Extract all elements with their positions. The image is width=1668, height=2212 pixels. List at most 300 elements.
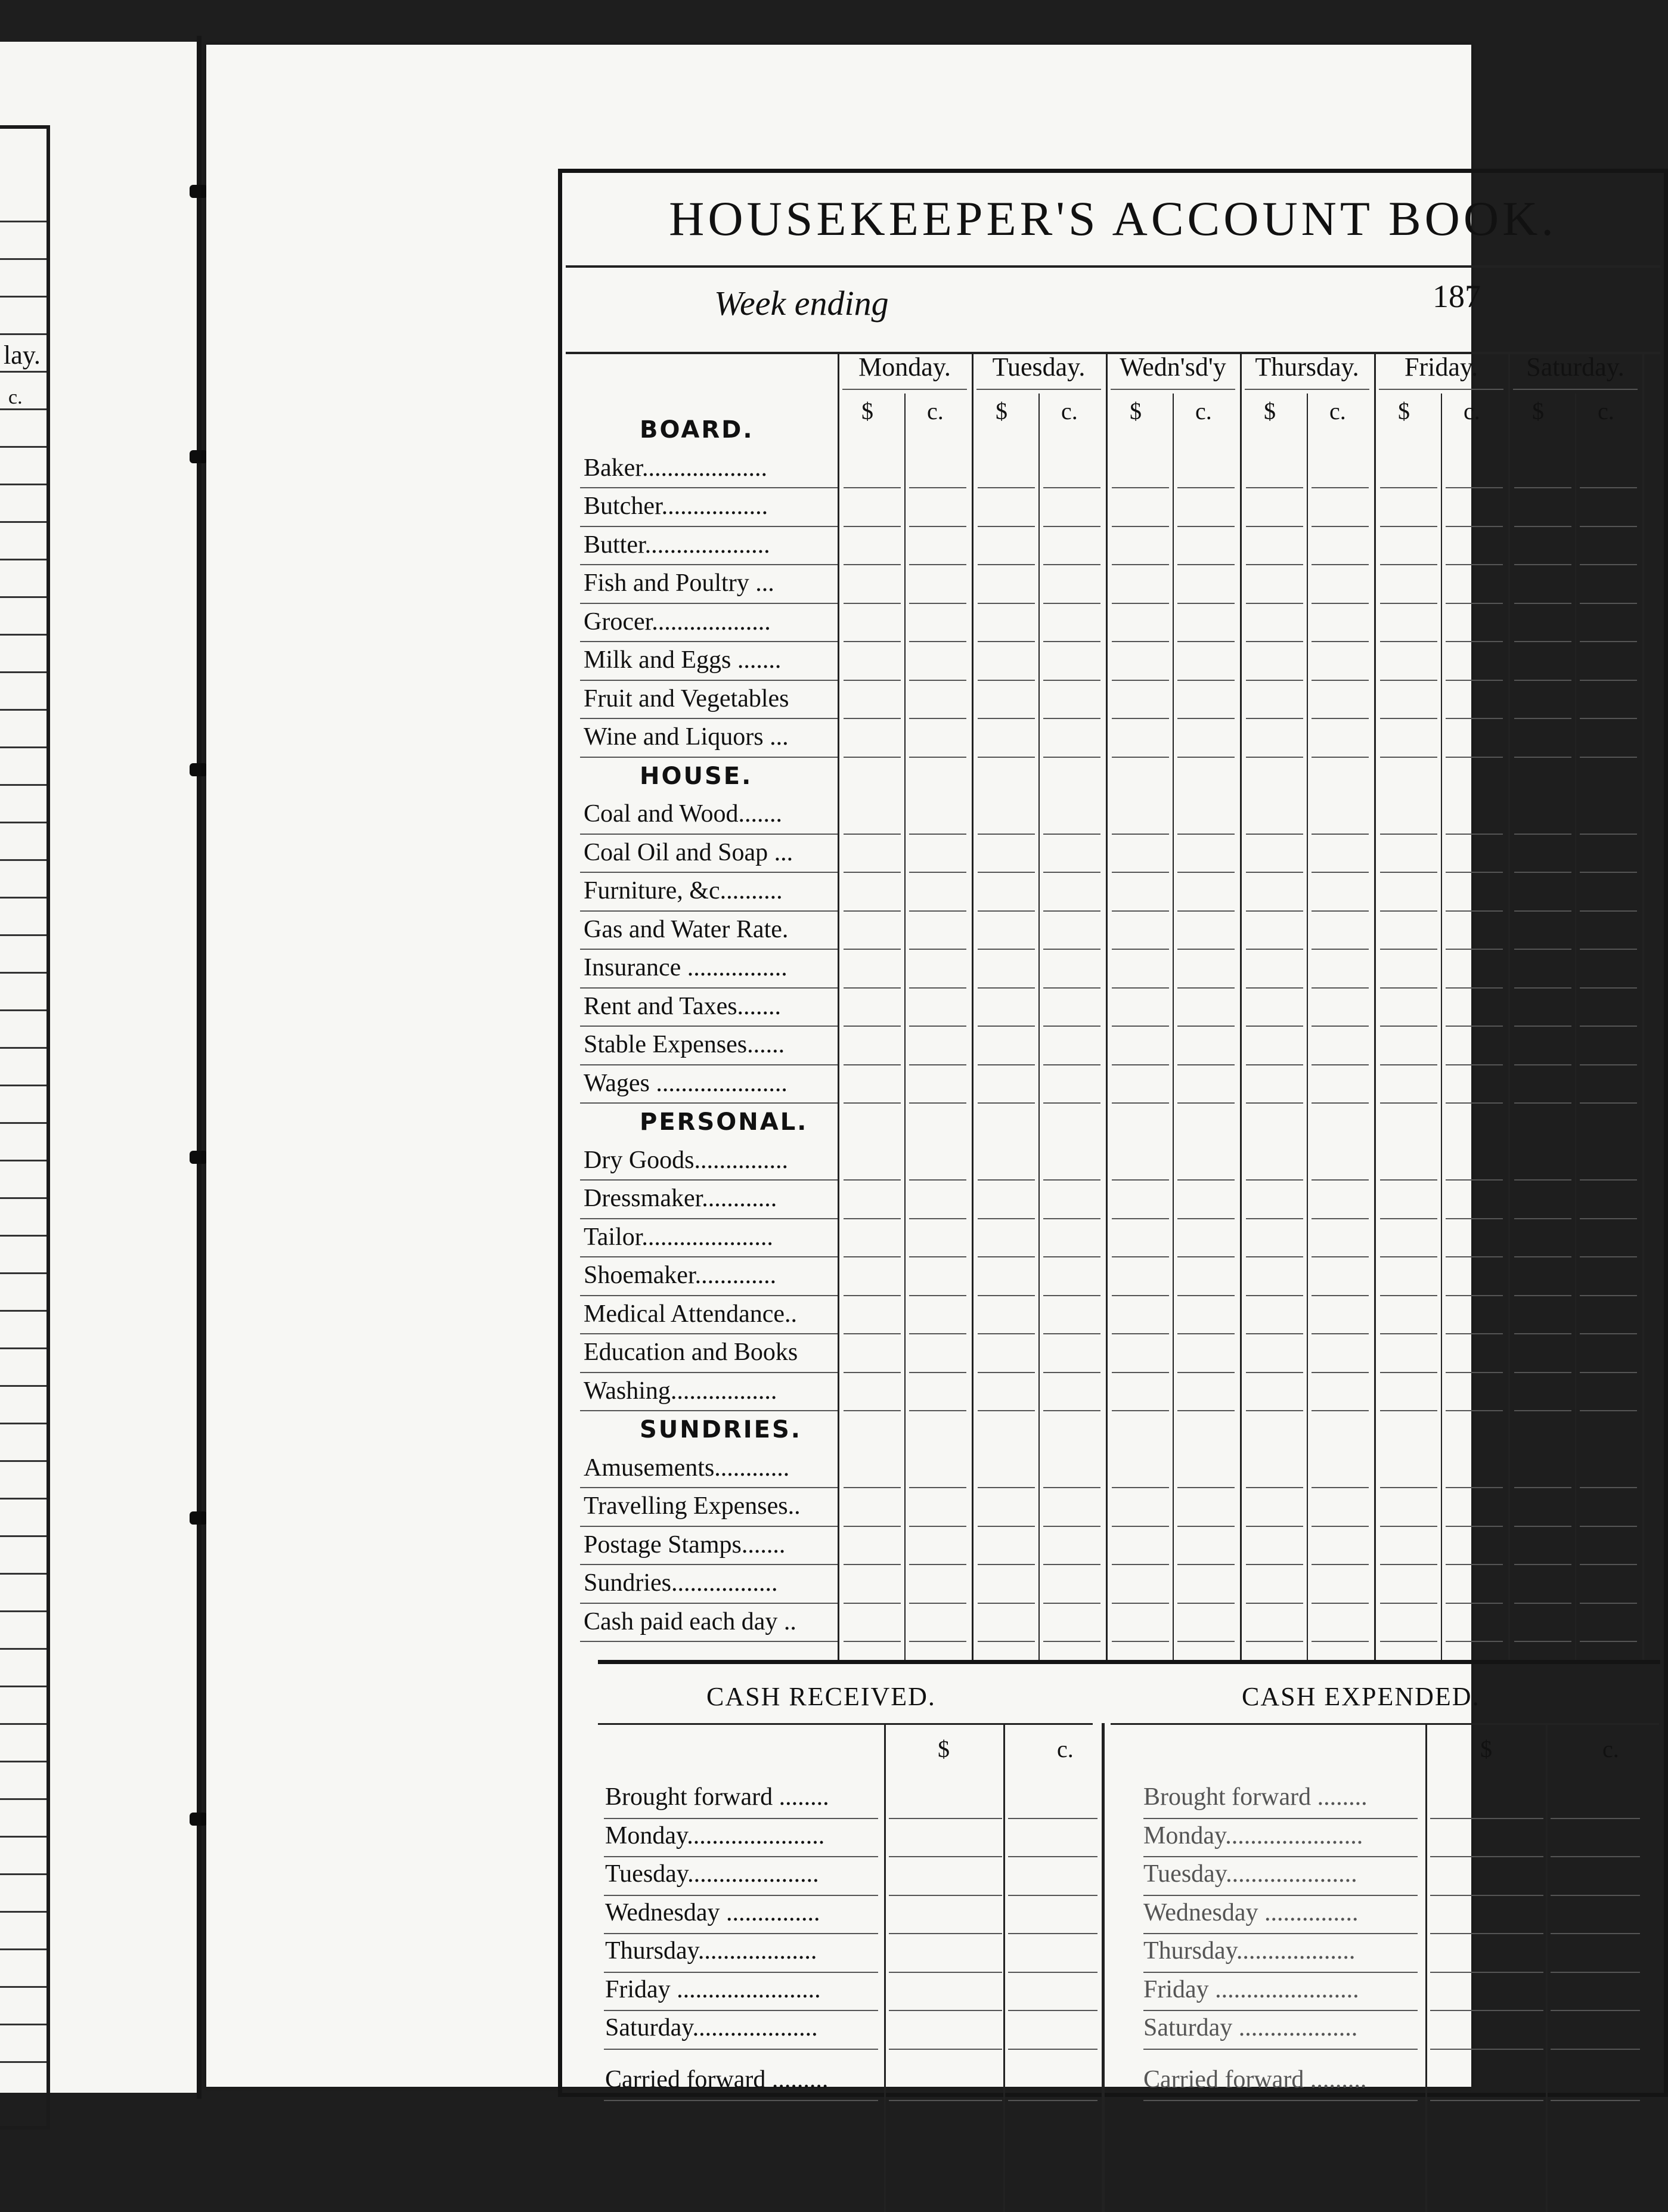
entry-cell-rule (1514, 1256, 1571, 1257)
entry-cell-rule (1043, 641, 1100, 642)
entry-cell-rule (1246, 526, 1303, 527)
entry-cell-rule (1112, 757, 1169, 758)
day-header-rule (1513, 389, 1638, 390)
entry-cell-rule (1446, 949, 1503, 950)
cash-expended-heading: CASH EXPENDED. (1242, 1682, 1480, 1711)
entry-cell-rule (1177, 1526, 1235, 1527)
left-page-rule (0, 1347, 46, 1349)
entry-cell-rule (1380, 1026, 1437, 1027)
cash-row-rule (1430, 1818, 1543, 1819)
cents-marker: c. (1329, 398, 1346, 425)
item-rule (580, 1026, 838, 1027)
left-page-rule (0, 1085, 46, 1086)
entry-cell-rule (844, 1026, 901, 1027)
entry-cell-rule (909, 1026, 966, 1027)
left-page-rule (0, 1460, 46, 1462)
entry-cell-rule (1177, 1564, 1235, 1565)
expense-item: Coal and Wood....... (584, 800, 782, 828)
entry-cell-rule (844, 1372, 901, 1373)
item-rule (580, 987, 838, 989)
cash-header-rule (598, 1723, 1093, 1725)
left-page-rule (0, 1535, 46, 1537)
stitch-mark (190, 1511, 207, 1525)
entry-cell-rule (1312, 1256, 1369, 1257)
item-rule (580, 1179, 838, 1181)
entry-cell-rule (1246, 718, 1303, 719)
item-rule (580, 1256, 838, 1257)
cash-row-rule (1008, 1933, 1097, 1934)
entry-cell-rule (1043, 526, 1100, 527)
left-page-rule (0, 1723, 46, 1725)
entry-cell-rule (1446, 1064, 1503, 1065)
expense-item: Coal Oil and Soap ... (584, 838, 793, 866)
entry-cell-rule (1043, 834, 1100, 835)
entry-cell-rule (1312, 1487, 1369, 1488)
day-header-rule (1111, 389, 1235, 390)
entry-cell-rule (1112, 1372, 1169, 1373)
entry-cell-rule (1246, 1487, 1303, 1488)
entry-cell-rule (844, 1295, 901, 1296)
cash-row-rule (1143, 1972, 1418, 1973)
left-page-rule (0, 1122, 46, 1124)
entry-cell-rule (1112, 1064, 1169, 1065)
entry-cell-rule (1246, 1102, 1303, 1104)
cash-row-rule (1008, 2100, 1097, 2101)
day-column-rule (1240, 352, 1242, 1660)
entry-cell-rule (1112, 603, 1169, 604)
entry-cell-rule (1043, 910, 1100, 912)
cash-row-rule (1008, 1818, 1097, 1819)
cash-row-rule (1143, 2010, 1418, 2011)
entry-cell-rule (978, 834, 1035, 835)
cash-row-rule (1008, 2049, 1097, 2050)
entry-cell-rule (1043, 757, 1100, 758)
item-rule (580, 1064, 838, 1065)
entry-cell-rule (1446, 1603, 1503, 1604)
entry-cell-rule (909, 1372, 966, 1373)
day-header-6: Saturday. (1526, 352, 1624, 382)
entry-cell-rule (1446, 1641, 1503, 1642)
entry-cell-rule (978, 1102, 1035, 1104)
entry-cell-rule (909, 1256, 966, 1257)
cash-row-rule (604, 1972, 878, 1973)
expense-item: Butcher................. (584, 492, 768, 520)
entry-cell-rule (1043, 1179, 1100, 1181)
cash-row-rule (889, 2010, 1002, 2011)
entry-cell-rule (1112, 487, 1169, 488)
entry-cell-rule (1446, 1256, 1503, 1257)
entry-cell-rule (1580, 1372, 1637, 1373)
entry-cell-rule (1380, 603, 1437, 604)
entry-cell-rule (1312, 1564, 1369, 1565)
entry-cell-rule (1043, 603, 1100, 604)
entry-cell-rule (1446, 1410, 1503, 1411)
entry-cell-rule (978, 1487, 1035, 1488)
entry-cell-rule (1246, 949, 1303, 950)
entry-cell-rule (1246, 564, 1303, 565)
entry-cell-rule (1177, 872, 1235, 873)
cash-row-rule (1430, 1933, 1543, 1934)
entry-cell-rule (1380, 718, 1437, 719)
entry-cell-rule (1312, 834, 1369, 835)
cash-row-rule (604, 1856, 878, 1857)
entry-cell-rule (1580, 487, 1637, 488)
left-page-rule (0, 596, 46, 598)
entry-cell-rule (844, 910, 901, 912)
entry-cell-rule (909, 757, 966, 758)
entry-cell-rule (909, 526, 966, 527)
entry-cell-rule (1312, 910, 1369, 912)
cash-column-rule (884, 1723, 886, 2212)
expense-item: Milk and Eggs ....... (584, 646, 782, 674)
day-column-rule (1106, 352, 1108, 1660)
entry-cell-rule (1446, 526, 1503, 527)
left-page-rule (0, 408, 46, 410)
account-page (206, 45, 1624, 2093)
expense-item: Butter.................... (584, 531, 770, 559)
entry-cell-rule (1043, 564, 1100, 565)
entry-cell-rule (844, 1218, 901, 1219)
entry-cell-rule (1112, 718, 1169, 719)
expense-item: Stable Expenses...... (584, 1031, 785, 1058)
cents-marker: c. (927, 398, 944, 425)
left-page-rule (0, 1648, 46, 1650)
cash-row-rule (889, 1933, 1002, 1934)
entry-cell-rule (1514, 834, 1571, 835)
entry-cell-rule (1312, 1372, 1369, 1373)
cents-column-rule (904, 394, 906, 1660)
entry-cell-rule (1580, 680, 1637, 681)
cash-row-rule (1143, 2049, 1418, 2050)
entry-cell-rule (1380, 1372, 1437, 1373)
entry-cell-rule (1112, 987, 1169, 989)
cash-row-rule (1143, 1933, 1418, 1934)
entry-cell-rule (1446, 987, 1503, 989)
item-rule (580, 949, 838, 950)
entry-cell-rule (1380, 641, 1437, 642)
entry-cell-rule (1446, 1564, 1503, 1565)
entry-cell-rule (1446, 1102, 1503, 1104)
entry-cell-rule (1446, 487, 1503, 488)
entry-cell-rule (1580, 1026, 1637, 1027)
entry-cell-rule (1112, 1526, 1169, 1527)
entry-cell-rule (909, 564, 966, 565)
entry-cell-rule (1177, 1295, 1235, 1296)
book-spine (197, 36, 201, 2099)
left-page-rule (0, 1272, 46, 1274)
cash-section-divider (598, 1660, 1660, 1664)
entry-cell-rule (844, 564, 901, 565)
entry-cell-rule (1380, 487, 1437, 488)
cash-row-rule (1008, 1972, 1097, 1973)
cash-row-label: Saturday.................... (605, 2014, 818, 2041)
entry-cell-rule (1580, 641, 1637, 642)
expense-item: Dressmaker............ (584, 1185, 777, 1212)
entry-cell-rule (1580, 987, 1637, 989)
stitch-mark (190, 185, 207, 198)
entry-cell-rule (978, 1295, 1035, 1296)
entry-cell-rule (1514, 526, 1571, 527)
entry-cell-rule (1446, 564, 1503, 565)
day-header-rule (1379, 389, 1503, 390)
entry-cell-rule (1112, 910, 1169, 912)
cash-row-label: Carried forward ......... (1143, 2065, 1367, 2093)
entry-cell-rule (1580, 1333, 1637, 1334)
entry-cell-rule (1043, 1102, 1100, 1104)
entry-cell-rule (1514, 1102, 1571, 1104)
entry-cell-rule (1312, 1603, 1369, 1604)
left-page-rule (0, 1009, 46, 1011)
entry-cell-rule (978, 1179, 1035, 1181)
cash-row-rule (1143, 2100, 1418, 2101)
entry-cell-rule (844, 526, 901, 527)
cash-row-rule (1143, 1818, 1418, 1819)
entry-cell-rule (1580, 834, 1637, 835)
cash-row-rule (1143, 1856, 1418, 1857)
entry-cell-rule (1380, 1487, 1437, 1488)
entry-cell-rule (1177, 1410, 1235, 1411)
entry-cell-rule (1380, 1564, 1437, 1565)
cash-row-label: Thursday................... (1143, 1937, 1356, 1965)
entry-cell-rule (909, 910, 966, 912)
item-rule (580, 1102, 838, 1104)
entry-cell-rule (1312, 564, 1369, 565)
cash-row-rule (889, 1856, 1002, 1857)
ledger-frame (558, 169, 1668, 2097)
day-header-3: Wedn'sd'y (1120, 352, 1226, 382)
entry-cell-rule (1112, 680, 1169, 681)
entry-cell-rule (1177, 1372, 1235, 1373)
entry-cell-rule (1312, 757, 1369, 758)
entry-cell-rule (1514, 603, 1571, 604)
entry-cell-rule (1112, 1179, 1169, 1181)
entry-cell-rule (1580, 1064, 1637, 1065)
left-page-rule (0, 1498, 46, 1500)
cash-row-rule (604, 1818, 878, 1819)
entry-cell-rule (1112, 1641, 1169, 1642)
cash-row-label: Friday ....................... (605, 1975, 821, 2003)
entry-cell-rule (1514, 680, 1571, 681)
day-header-2: Tuesday. (992, 352, 1086, 382)
entry-cell-rule (1312, 872, 1369, 873)
entry-cell-rule (1312, 1333, 1369, 1334)
left-page-rule (0, 1235, 46, 1237)
entry-cell-rule (1177, 987, 1235, 989)
cash-row-rule (1430, 1972, 1543, 1973)
cash-row-label: Tuesday..................... (1143, 1860, 1357, 1888)
left-page-rule (0, 258, 46, 260)
entry-cell-rule (1177, 487, 1235, 488)
entry-cell-rule (1312, 1179, 1369, 1181)
entry-cell-rule (909, 603, 966, 604)
entry-cell-rule (909, 1526, 966, 1527)
entry-cell-rule (1446, 1372, 1503, 1373)
entry-cell-rule (1043, 1256, 1100, 1257)
entry-cell-rule (1580, 603, 1637, 604)
item-rule (580, 564, 838, 565)
entry-cell-rule (1177, 1603, 1235, 1604)
entry-cell-rule (1112, 1410, 1169, 1411)
cents-marker: c. (1195, 398, 1212, 425)
dollars-marker: $ (1130, 398, 1142, 425)
day-column-rule (972, 352, 973, 1660)
entry-cell-rule (978, 1603, 1035, 1604)
entry-cell-rule (844, 1179, 901, 1181)
entry-cell-rule (1514, 1526, 1571, 1527)
entry-cell-rule (1380, 1295, 1437, 1296)
section-heading-board: BOARD. (640, 416, 754, 444)
entry-cell-rule (1312, 718, 1369, 719)
item-rule (580, 1333, 838, 1334)
entry-cell-rule (978, 987, 1035, 989)
left-page-frame (0, 125, 50, 2130)
entry-cell-rule (909, 487, 966, 488)
entry-cell-rule (844, 872, 901, 873)
entry-cell-rule (909, 1295, 966, 1296)
entry-cell-rule (1246, 1603, 1303, 1604)
entry-cell-rule (1312, 1641, 1369, 1642)
entry-cell-rule (1177, 1333, 1235, 1334)
cash-row-rule (889, 1895, 1002, 1896)
entry-cell-rule (1380, 1333, 1437, 1334)
dollars-marker: $ (1480, 1736, 1492, 1762)
entry-cell-rule (1246, 757, 1303, 758)
entry-cell-rule (1380, 1641, 1437, 1642)
entry-cell-rule (1380, 1064, 1437, 1065)
entry-cell-rule (1514, 949, 1571, 950)
entry-cell-rule (1312, 987, 1369, 989)
entry-cell-rule (1112, 564, 1169, 565)
entry-cell-rule (1043, 718, 1100, 719)
entry-cell-rule (1446, 718, 1503, 719)
cash-row-rule (1430, 1856, 1543, 1857)
entry-cell-rule (909, 1410, 966, 1411)
entry-cell-rule (1580, 526, 1637, 527)
section-heading-sundries: SUNDRIES. (640, 1416, 802, 1443)
entry-cell-rule (1246, 1564, 1303, 1565)
cash-column-rule (1003, 1723, 1005, 2212)
left-page-rule (0, 634, 46, 636)
day-column-rule (838, 352, 839, 1660)
entry-cell-rule (1514, 757, 1571, 758)
entry-cell-rule (978, 526, 1035, 527)
dollars-marker: $ (1532, 398, 1544, 425)
entry-cell-rule (1514, 1564, 1571, 1565)
item-rule (580, 1564, 838, 1565)
entry-cell-rule (909, 1179, 966, 1181)
expense-item: Travelling Expenses.. (584, 1492, 801, 1520)
item-rule (580, 680, 838, 681)
cents-column-rule (1173, 394, 1174, 1660)
entry-cell-rule (1514, 987, 1571, 989)
expense-item: Cash paid each day .. (584, 1607, 796, 1635)
stitch-mark (190, 763, 207, 776)
entry-cell-rule (1446, 1333, 1503, 1334)
left-page-rule (0, 859, 46, 861)
entry-cell-rule (1043, 1218, 1100, 1219)
left-page-rule (0, 484, 46, 485)
entry-cell-rule (1177, 949, 1235, 950)
cash-row-label: Wednesday ............... (1143, 1898, 1359, 1926)
expense-item: Grocer................... (584, 608, 771, 636)
left-page-rule (0, 671, 46, 673)
entry-cell-rule (909, 1064, 966, 1065)
day-column-rule (1642, 352, 1644, 1660)
expense-item: Medical Attendance.. (584, 1300, 798, 1328)
entry-cell-rule (909, 680, 966, 681)
entry-cell-rule (909, 1487, 966, 1488)
entry-cell-rule (909, 987, 966, 989)
entry-cell-rule (1112, 1256, 1169, 1257)
left-page-rule (0, 296, 46, 298)
item-rule (580, 757, 838, 758)
entry-cell-rule (1246, 1372, 1303, 1373)
entry-cell-rule (844, 680, 901, 681)
entry-cell-rule (1580, 1564, 1637, 1565)
entry-cell-rule (978, 757, 1035, 758)
entry-cell-rule (1312, 526, 1369, 527)
left-page-rule (0, 709, 46, 711)
cash-row-rule (1143, 1895, 1418, 1896)
entry-cell-rule (1043, 1064, 1100, 1065)
entry-cell-rule (1446, 641, 1503, 642)
entry-cell-rule (1514, 1179, 1571, 1181)
left-page-rule (0, 822, 46, 823)
entry-cell-rule (909, 1641, 966, 1642)
left-page-rule (0, 1573, 46, 1575)
left-page-rule (0, 897, 46, 899)
entry-cell-rule (1580, 1526, 1637, 1527)
entry-cell-rule (1043, 487, 1100, 488)
expense-item: Fish and Poultry ... (584, 569, 774, 597)
entry-cell-rule (1446, 910, 1503, 912)
entry-cell-rule (1514, 1218, 1571, 1219)
entry-cell-rule (1446, 1487, 1503, 1488)
left-page-rule (0, 1610, 46, 1612)
section-heading-house: HOUSE. (640, 762, 753, 790)
cash-row-rule (889, 2049, 1002, 2050)
entry-cell-rule (1177, 526, 1235, 527)
entry-cell-rule (978, 1026, 1035, 1027)
entry-cell-rule (978, 1333, 1035, 1334)
item-rule (580, 641, 838, 642)
entry-cell-rule (1112, 1487, 1169, 1488)
entry-cell-rule (1312, 1026, 1369, 1027)
cents-column-rule (1038, 394, 1040, 1660)
left-page-rule (0, 1160, 46, 1161)
cents-column-rule (1575, 394, 1576, 1660)
entry-cell-rule (1380, 949, 1437, 950)
entry-cell-rule (844, 1064, 901, 1065)
entry-cell-rule (1580, 1102, 1637, 1104)
entry-cell-rule (909, 1218, 966, 1219)
cash-row-rule (1551, 2049, 1640, 2050)
cash-row-rule (1430, 2049, 1543, 2050)
entry-cell-rule (1580, 564, 1637, 565)
cash-column-rule (1425, 1723, 1427, 2212)
left-page-cents-fragment: c. (8, 386, 23, 408)
entry-cell-rule (1043, 680, 1100, 681)
entry-cell-rule (1043, 872, 1100, 873)
week-ending-label: Week ending (714, 284, 889, 323)
expense-item: Baker.................... (584, 454, 767, 482)
cash-header-rule (1111, 1723, 1659, 1725)
left-page-rule (0, 1385, 46, 1387)
entry-cell-rule (1112, 1102, 1169, 1104)
entry-cell-rule (978, 680, 1035, 681)
entry-cell-rule (1312, 1410, 1369, 1411)
left-page-rule (0, 1686, 46, 1687)
